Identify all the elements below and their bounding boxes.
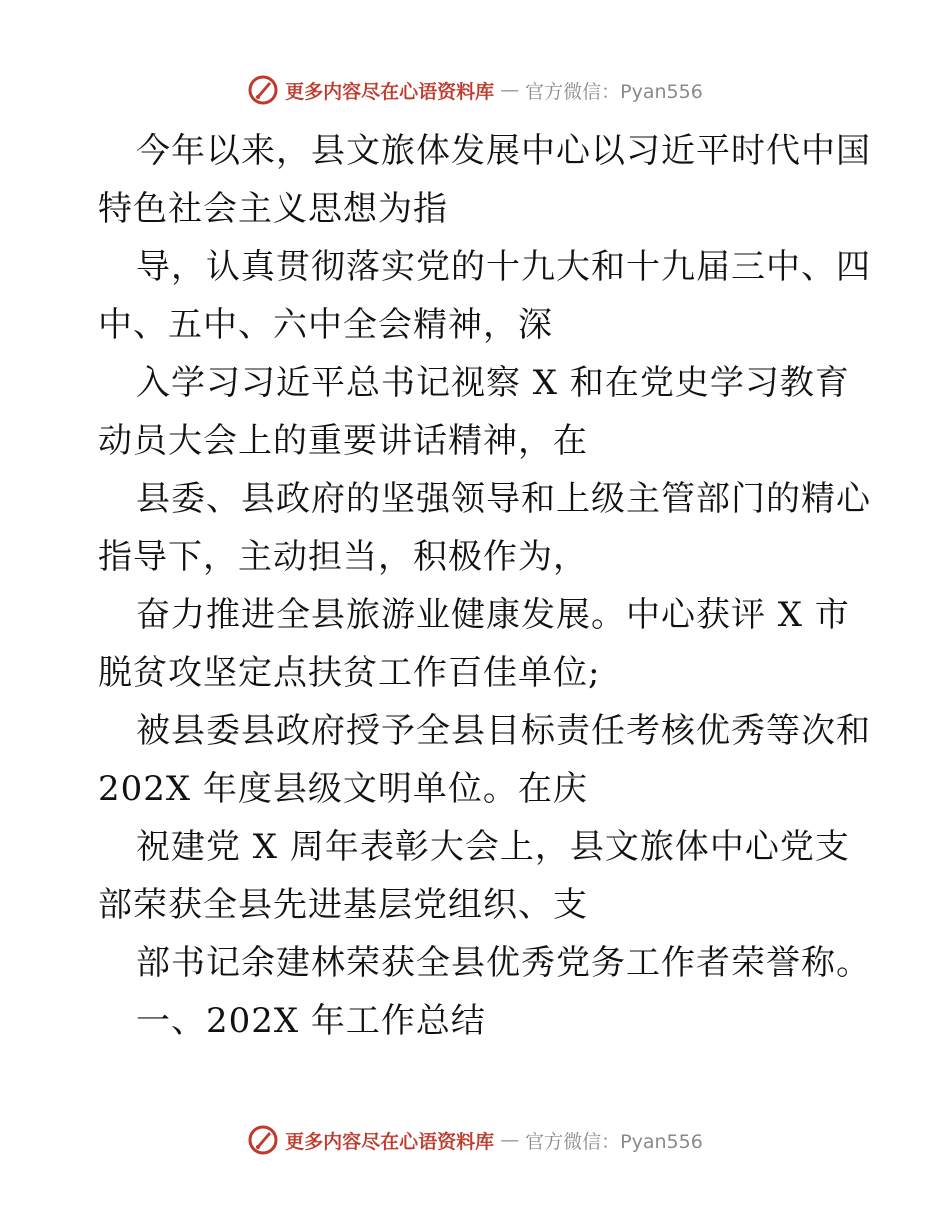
quill-logo-icon (247, 74, 279, 106)
footer-watermark (0, 1120, 950, 1160)
watermark-brand: 更多内容尽在心语资料库 (285, 1130, 495, 1153)
header-watermark (0, 70, 950, 110)
text-line: 部荣获全县先进基层党组织、支 (98, 885, 588, 925)
watermark-official: 官方微信：Pyan556 (525, 1130, 703, 1153)
text-line: 被县委县政府授予全县目标责任考核优秀等次和 (136, 711, 871, 751)
text-line: 202X 年度县级文明单位。在庆 (98, 769, 588, 809)
text-line: 脱贫攻坚定点扶贫工作百佳单位; (98, 653, 601, 693)
text-line: 中、五中、六中全会精神，深 (98, 305, 553, 345)
text-line: 入学习习近平总书记视察 X 和在党史学习教育 (136, 363, 850, 403)
document-body (98, 122, 871, 1050)
text-line: 县委、县政府的坚强领导和上级主管部门的精心 (136, 479, 871, 519)
text-line: 导，认真贯彻落实党的十九大和十九届三中、四 (136, 247, 871, 287)
quill-logo-icon (247, 1124, 279, 1156)
text-line: 部书记余建林荣获全县优秀党务工作者荣誉称。 (136, 943, 871, 983)
watermark-dash: — (500, 79, 520, 101)
text-line: 奋力推进全县旅游业健康发展。中心获评 X 市 (136, 595, 850, 635)
section-heading: 一、202X 年工作总结 (136, 1001, 486, 1041)
text-line: 指导下，主动担当，积极作为， (98, 537, 588, 577)
watermark-official: 官方微信：Pyan556 (525, 80, 703, 103)
text-line: 今年以来，县文旅体发展中心以习近平时代中国 (136, 131, 871, 171)
watermark-dash: — (500, 1129, 520, 1151)
text-line: 祝建党 X 周年表彰大会上，县文旅体中心党支 (136, 827, 850, 867)
watermark-brand: 更多内容尽在心语资料库 (285, 80, 495, 103)
text-line: 特色社会主义思想为指 (98, 189, 448, 229)
text-line: 动员大会上的重要讲话精神，在 (98, 421, 588, 461)
